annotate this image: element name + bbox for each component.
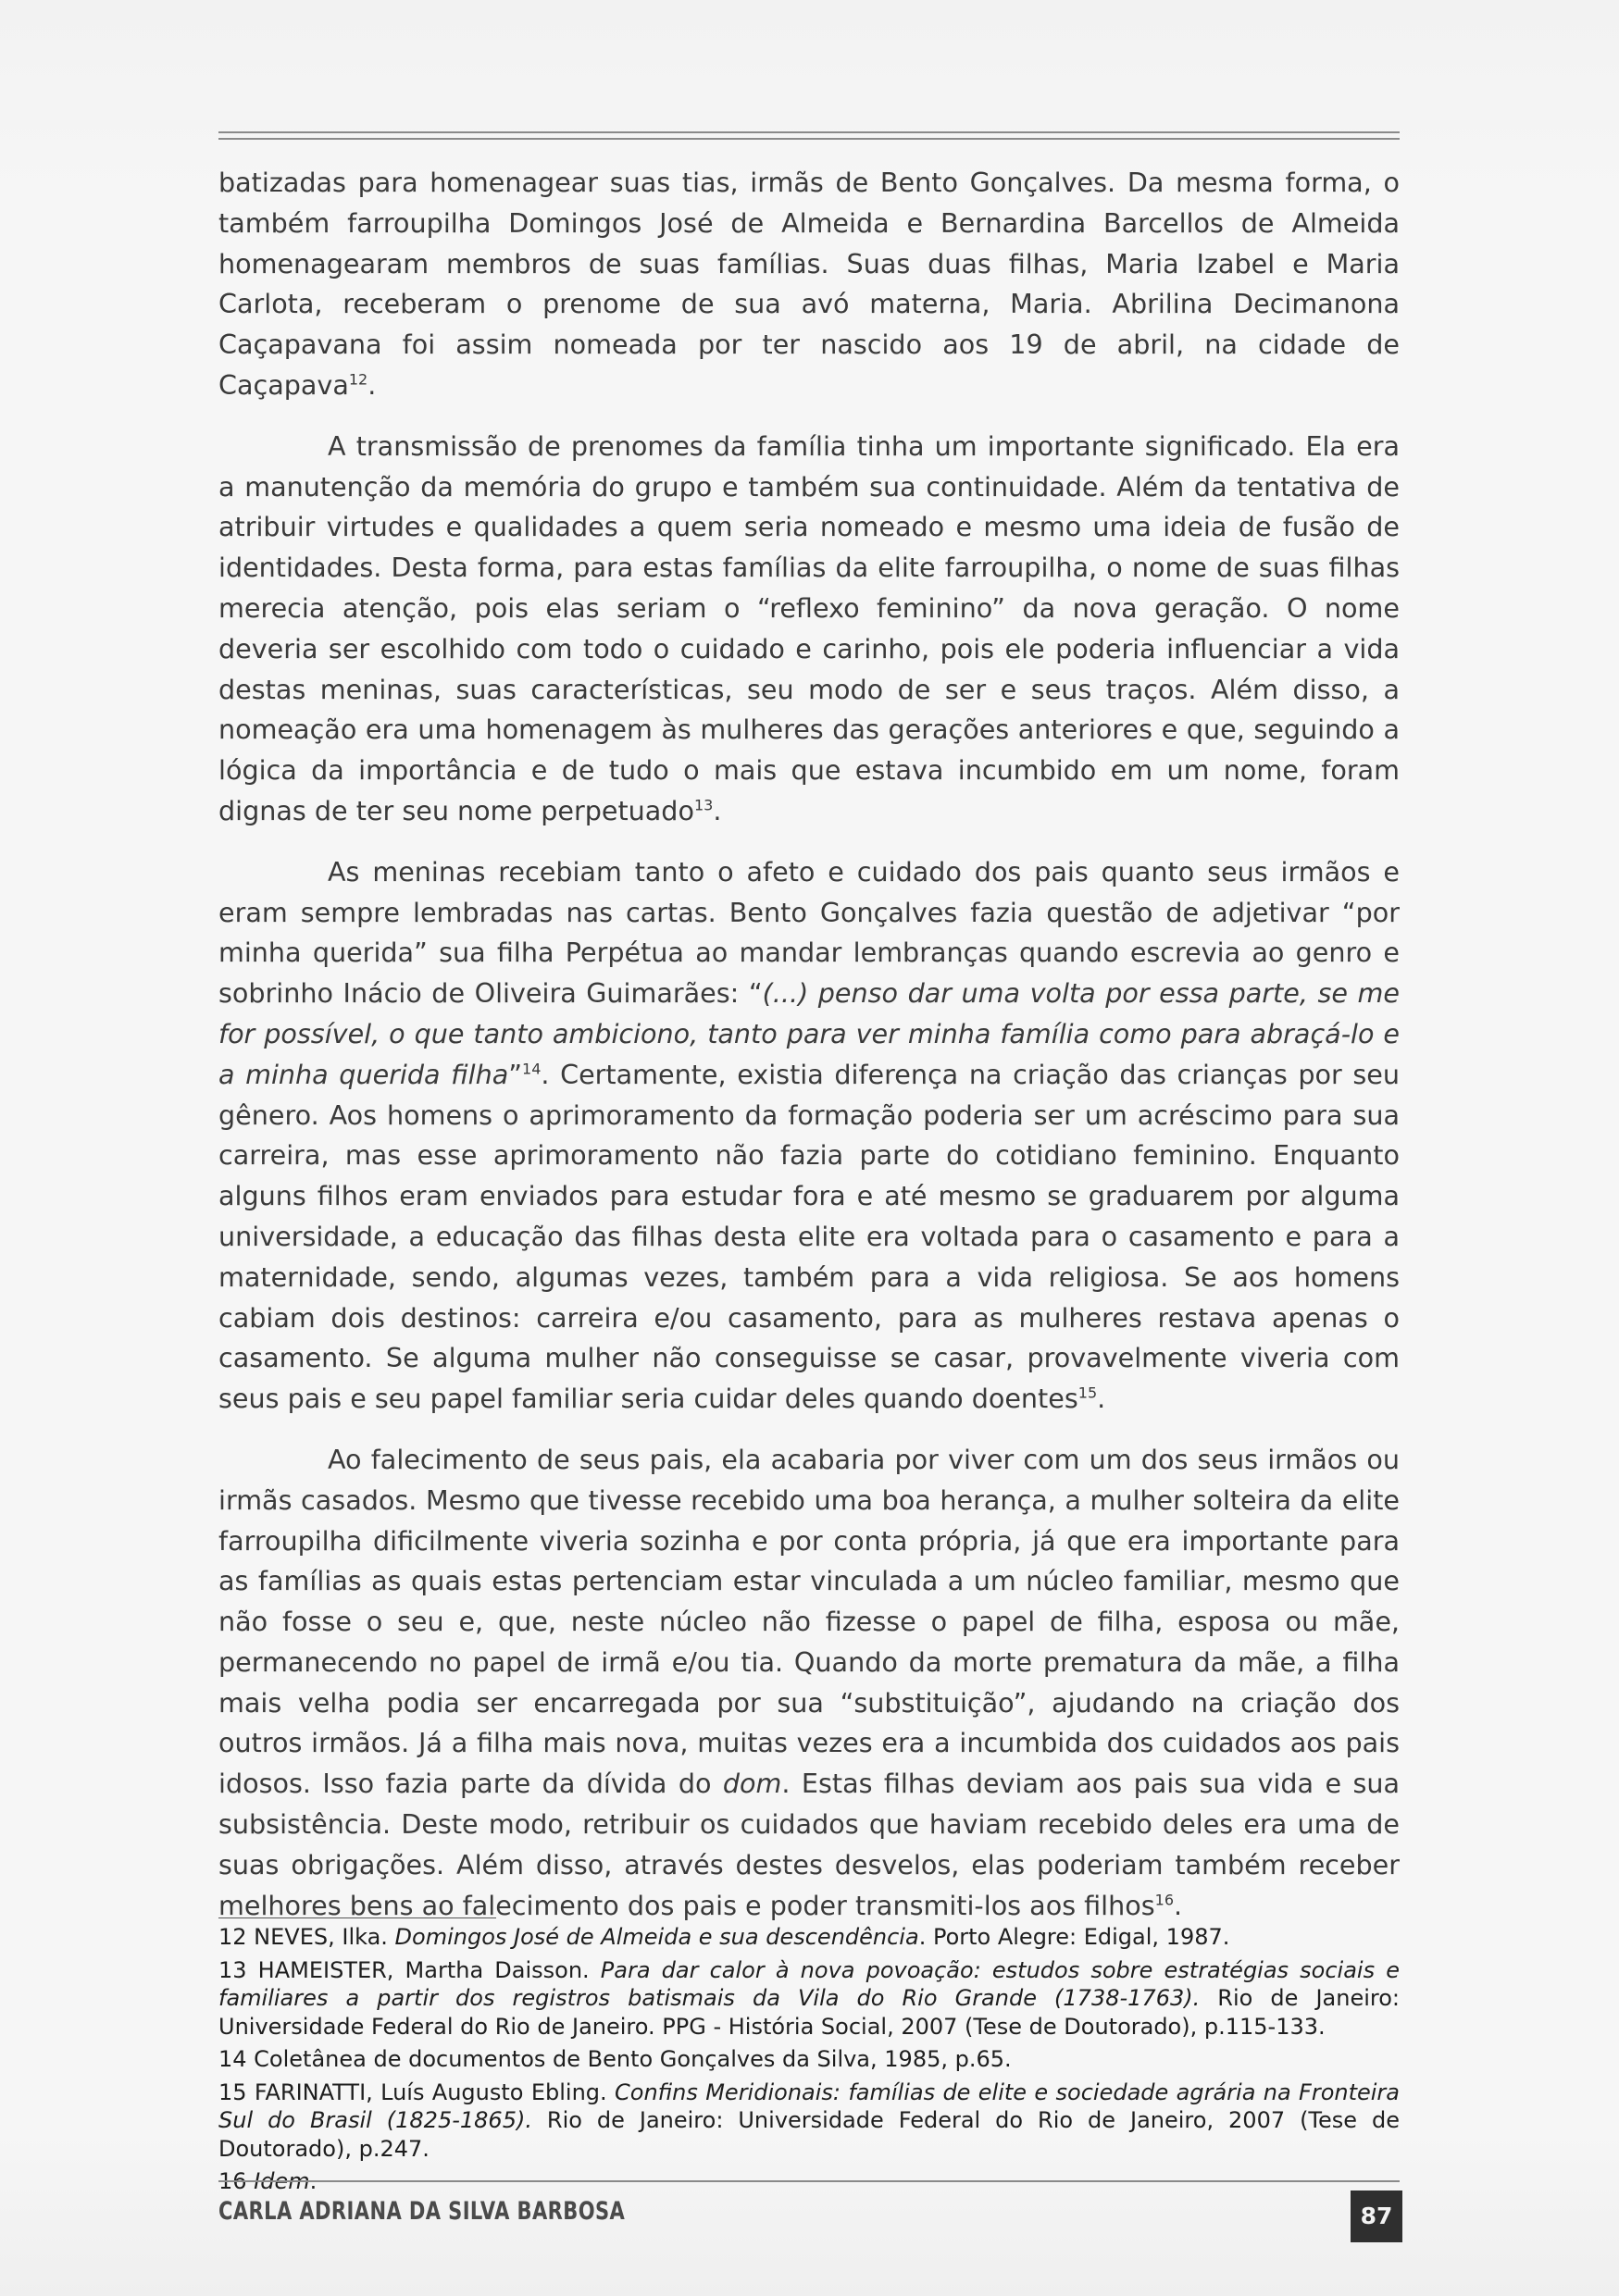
footnote-separator — [218, 1917, 496, 1918]
body-text — [218, 163, 1400, 1946]
text-run: 16 — [218, 2168, 255, 2194]
paragraph-4 — [218, 1440, 1400, 1927]
text-run: . — [309, 2168, 318, 2194]
text-run: A transmissão de prenomes da família tinha um importante significado. Ela era a manutenção da memória do grupo e também sua continuidade. Além da tentativa de atribuir virtudes e qualidades a quem seria nomeado e mesmo uma ideia de fusão de identidades. Desta forma, para estas famílias da elite farroupilha, o nome de suas filhas merecia atenção, pois elas seriam o “reflexo feminino” da nova geração. O nome deveria ser escolhido com todo o cuidado e carinho, pois ele poderia influenciar a vida destas meninas, suas características, seu modo de ser e seus traços. Além disso, a nomeação era uma homenagem às mulheres das gerações anteriores e que, seguindo a lógica da importância e de tudo o mais que estava incumbido em um nome, foram dignas de ter seu nome perpetuado — [218, 429, 1400, 826]
italic-run: (...) penso dar uma volta por essa parte, se me for possível, o que tanto ambiciono, tanto para ver minha família como para abraçá-lo e a minha querida filha — [218, 977, 1400, 1090]
italic-run: Domingos José de Almeida e sua descendência — [394, 1924, 919, 1950]
footnote-ref: 12 — [348, 370, 368, 389]
footnote-13 — [218, 1956, 1400, 2042]
text-run: . — [367, 368, 377, 401]
text-run: Ao falecimento de seus pais, ela acabaria por viver com um dos seus irmãos ou irmãs casados. Mesmo que tivesse recebido uma boa herança, a mulher solteira da elite farroupilha dificilmente viveria sozinha e por conta própria, já que era importante para as famílias as quais estas pertenciam estar vinculada a um núcleo familiar, mesmo que não fosse o seu e, que, neste núcleo não fizesse o papel de filha, esposa ou mãe, permanecendo no papel de irmã e/ou tia. Quando da morte prematura da mãe, a filha mais velha podia ser encarregada por sua “substituição”, ajudando na criação dos outros irmãos. Já a filha mais nova, muitas vezes era a incumbida dos cuidados aos pais idosos. Isso fazia parte da dívida do — [218, 1443, 1400, 1800]
footnote-12 — [218, 1923, 1400, 1952]
text-run: 15 FARINATTI, Luís Augusto Ebling. — [218, 2079, 615, 2105]
text-run: . — [713, 794, 722, 826]
footnotes — [218, 1923, 1400, 2201]
italic-run: Para dar calor à nova povoação: estudos sobre estratégias sociais e familiares a partir dos registros batismais da Vila do Rio Grande (1738-1763). — [218, 1956, 1400, 2011]
text-run: 14 Coletânea de documentos de Bento Gonçalves da Silva, 1985, p.65. — [218, 2046, 1012, 2072]
text-run: batizadas para homenagear suas tias, irmãs de Bento Gonçalves. Da mesma forma, o também farroupilha Domingos José de Almeida e Bernardina Barcellos de Almeida homenagearam membros de suas famílias. Suas duas filhas, Maria Izabel e Maria Carlota, receberam o prenome de sua avó materna, Maria. Abrilina Decimanona Caçapavana foi assim nomeada por ter nascido aos 19 de abril, na cidade de Caçapava — [218, 167, 1400, 401]
paragraph-2 — [218, 427, 1400, 832]
text-run: As meninas recebiam tanto o afeto e cuidado dos pais quanto seus irmãos e eram sempre lembradas nas cartas. Bento Gonçalves fazia questão de adjetivar “por minha querida” sua filha Perpétua ao mandar lembranças quando escrevia ao genro e sobrinho Inácio de Oliveira Guimarães: “ — [218, 855, 1400, 1010]
italic-run: Confins Meridionais: famílias de elite e sociedade agrária na Fronteira Sul do Brasil (1825-1865). — [218, 2079, 1401, 2133]
footnote-14 — [218, 2045, 1400, 2074]
italic-run: Idem — [254, 2168, 310, 2194]
header-double-rule-top — [218, 131, 1400, 133]
text-run: . Certamente, existia diferença na criação das crianças por seu gênero. Aos homens o aprimoramento da formação poderia ser um acréscimo para sua carreira, mas esse aprimoramento não fazia parte do cotidiano feminino. Enquanto alguns filhos eram enviados para estudar fora e até mesmo se graduarem por alguma universidade, a educação das filhas desta elite era voltada para o casamento e para a maternidade, sendo, algumas vezes, também para a vida religiosa. Se aos homens cabiam dois destinos: carreira e/ou casamento, para as mulheres restava apenas o casamento. Se alguma mulher não conseguisse se casar, provavelmente viveria com seus pais e seu papel familiar seria cuidar deles quando doentes — [218, 1058, 1400, 1415]
text-run: . Estas filhas deviam aos pais sua vida e sua subsistência. Deste modo, retribuir os cuidados que haviam recebido deles era uma de suas obrigações. Além disso, através destes desvelos, elas poderiam também receber melhores bens ao falecimento dos pais e poder transmiti-los aos filhos — [218, 1768, 1400, 1921]
page-number: 87 — [1351, 2191, 1402, 2242]
paragraph-3 — [218, 852, 1400, 1420]
text-run: Rio de Janeiro: Universidade Federal do Rio de Janeiro. PPG - História Social, 2007 (Tese de Doutorado), p.115-133. — [218, 1985, 1401, 2040]
header-double-rule-bottom — [218, 138, 1400, 140]
footer-author: CARLA ADRIANA DA SILVA BARBOSA — [218, 2197, 626, 2226]
footnote-ref: 16 — [1154, 1891, 1175, 1909]
text-run: . Porto Alegre: Edigal, 1987. — [918, 1924, 1230, 1950]
text-run: 13 HAMEISTER, Martha Daisson. — [218, 1956, 601, 1983]
text-run: . — [1174, 1889, 1183, 1921]
footnote-ref: 14 — [522, 1060, 542, 1078]
text-run: Rio de Janeiro: Universidade Federal do Rio de Janeiro, 2007 (Tese de Doutorado), p.247. — [218, 2107, 1401, 2162]
text-run: . — [1097, 1383, 1106, 1415]
text-run: ” — [508, 1058, 523, 1090]
footnote-ref: 13 — [693, 796, 714, 814]
footnote-ref: 15 — [1077, 1384, 1098, 1402]
footnote-15 — [218, 2079, 1400, 2164]
italic-run: dom — [722, 1768, 782, 1800]
footer-rule — [218, 2180, 1400, 2182]
paragraph-1 — [218, 163, 1400, 406]
text-run: 12 NEVES, Ilka. — [218, 1924, 395, 1950]
